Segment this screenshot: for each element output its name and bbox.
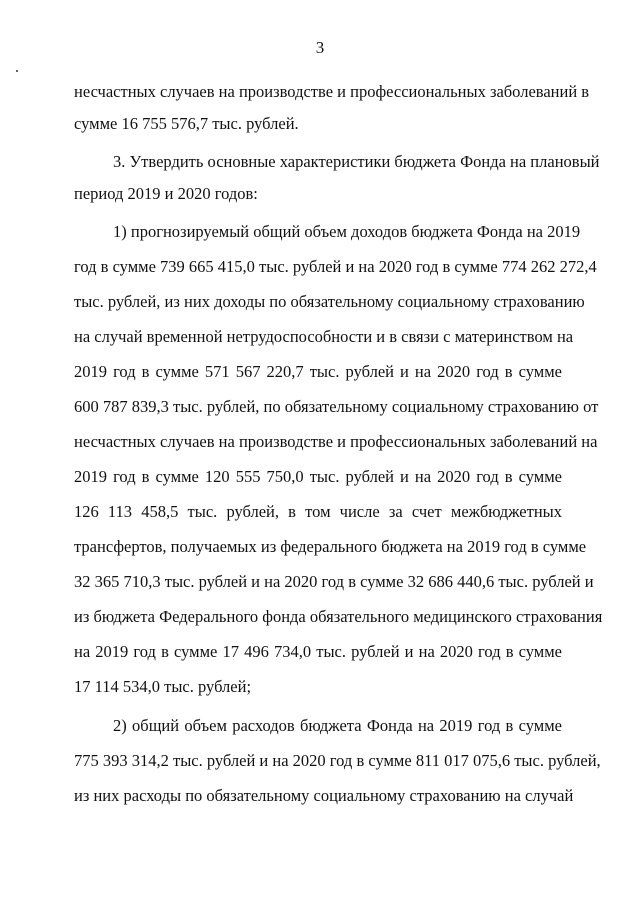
text-line: тыс. рублей, из них доходы по обязательному социальному страхованию [74,292,585,311]
text-line: 32 365 710,3 тыс. рублей и на 2020 год в сумме 32 686 440,6 тыс. рублей и [74,572,594,591]
text-line: трансфертов, получаемых из федерального бюджета на 2019 год в сумме [74,537,587,556]
text-line: на 2019 год в сумме 17 496 734,0 тыс. рублей и на 2020 год в сумме [74,642,562,661]
text-line: год в сумме 739 665 415,0 тыс. рублей и на 2020 год в сумме 774 262 272,4 [74,257,597,276]
text-line: 775 393 314,2 тыс. рублей и на 2020 год в сумме 811 017 075,6 тыс. рублей, [74,751,601,770]
text-line: из бюджета Федерального фонда обязательного медицинского страхования [74,607,603,626]
text-line: 600 787 839,3 тыс. рублей, по обязательному социальному страхованию от [74,397,599,416]
text-line: 2) общий объем расходов бюджета Фонда на 2019 год в сумме [113,716,562,735]
text-line: несчастных случаев на производстве и профессиональных заболеваний на [74,432,598,451]
text-line: на случай временной нетрудоспособности и в связи с материнством на [74,327,574,346]
text-line: 1) прогнозируемый общий объем доходов бюджета Фонда на 2019 [113,222,581,241]
page-number: 3 [315,38,325,57]
text-line: из них расходы по обязательному социальному страхованию на случай [74,786,574,805]
section-heading-line: 3. Утвердить основные характеристики бюджета Фонда на плановый [113,152,600,171]
text-line: 126 113 458,5 тыс. рублей, в том числе за счет межбюджетных [74,502,562,521]
text-line: 2019 год в сумме 571 567 220,7 тыс. рублей и на 2020 год в сумме [74,362,562,381]
text-line: несчастных случаев на производстве и профессиональных заболеваний в [74,82,590,101]
scan-speck [16,70,18,72]
text-line: 2019 год в сумме 120 555 750,0 тыс. рублей и на 2020 год в сумме [74,467,562,486]
text-line: сумме 16 755 576,7 тыс. рублей. [74,114,299,133]
text-line: 17 114 534,0 тыс. рублей; [74,677,252,696]
section-heading-line: период 2019 и 2020 годов: [74,184,258,203]
